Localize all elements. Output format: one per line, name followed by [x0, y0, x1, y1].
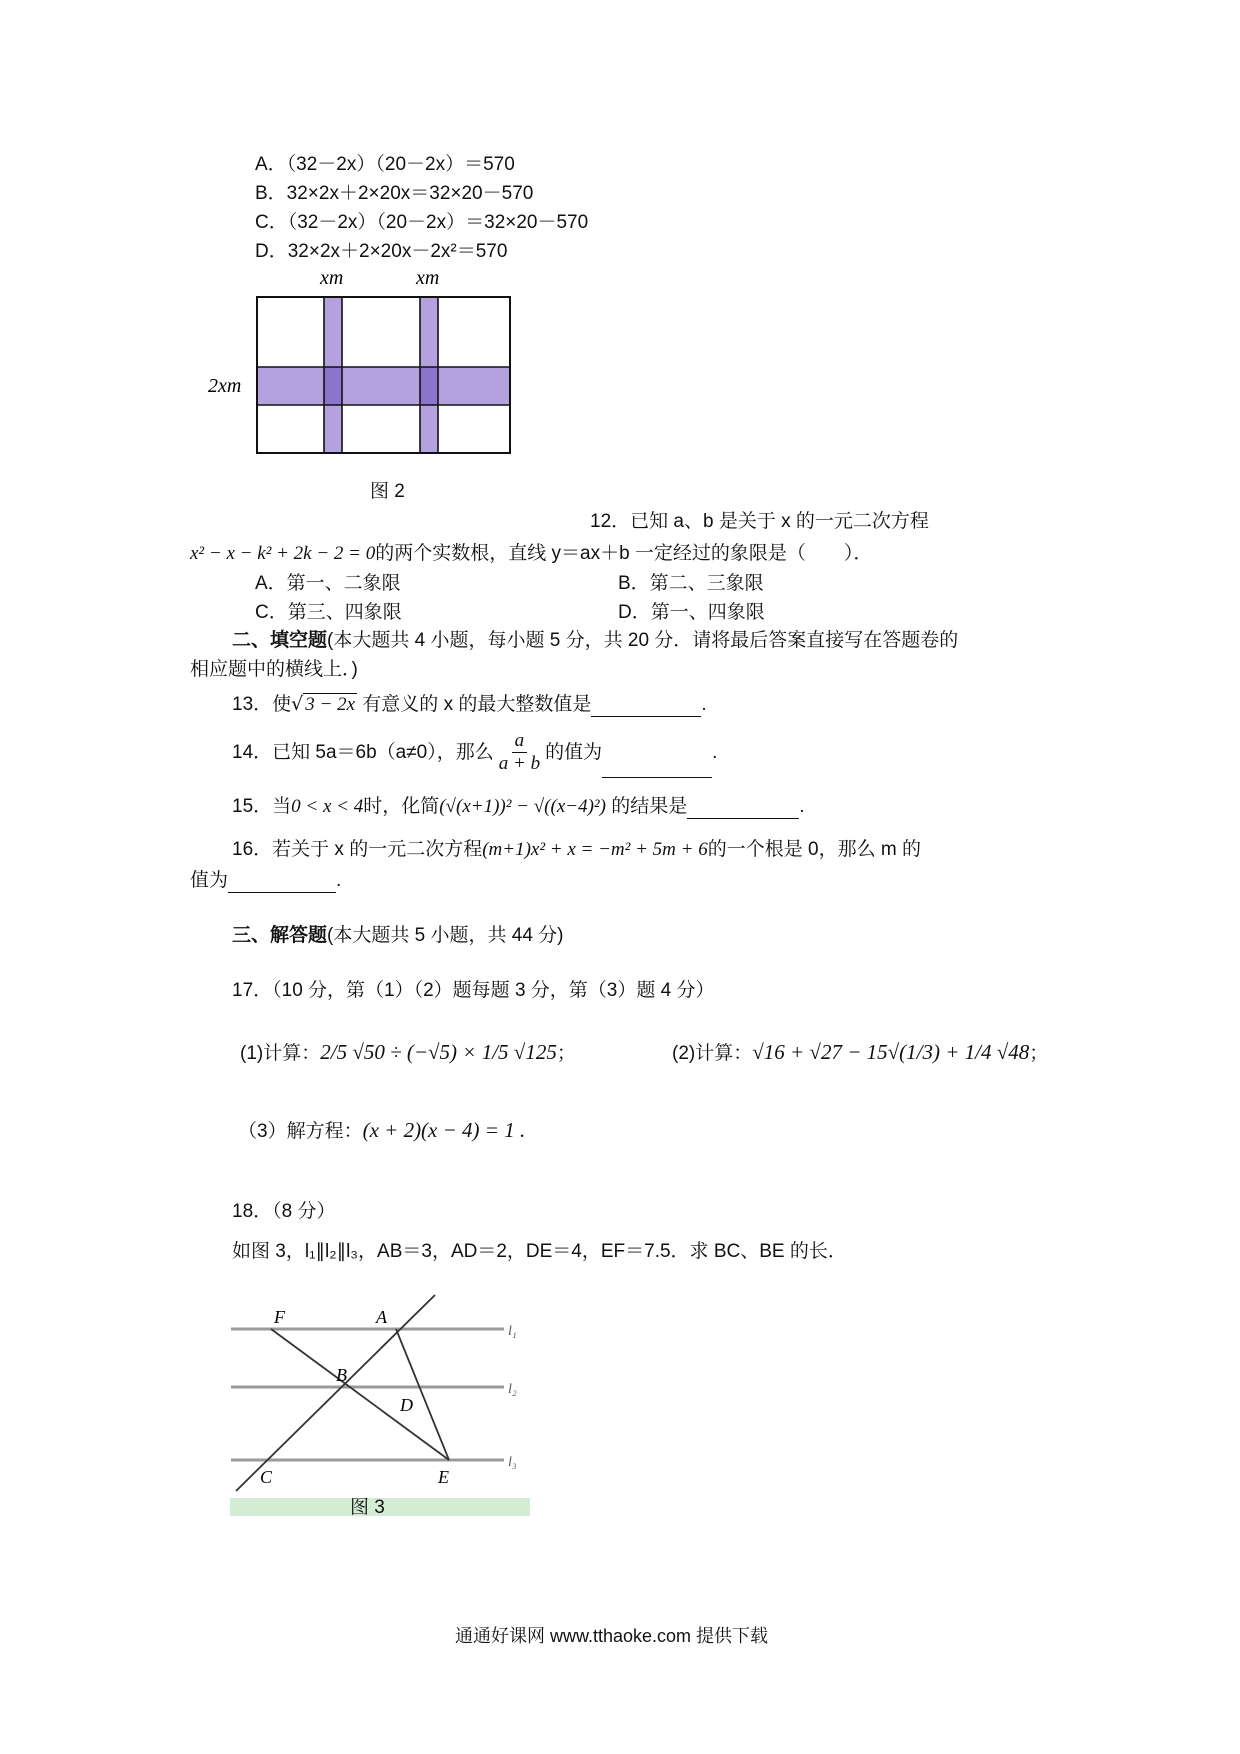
q14-end: . [712, 742, 718, 763]
q11-option-d: D．32×2x＋2×20x－2x²＝570 [255, 241, 508, 262]
q12-line1: 12．已知 a、b 是关于 x 的一元二次方程 [590, 511, 929, 532]
section2-heading-line [232, 629, 958, 653]
fig3-label-d: D [400, 1395, 413, 1415]
fig2-stripes [257, 297, 510, 453]
fig3-label-f: F [274, 1307, 285, 1327]
q17-p2-expr: √16 + √27 − 15√(1/3) + 1/4 √48 [752, 1040, 1030, 1064]
q15-post: 的结果是 [611, 796, 688, 817]
section2-heading: 二、填空题 [232, 630, 328, 651]
q17-part1: (1)计算：2/5 √50 ÷ (−√5) × 1/5 √125； [240, 1040, 576, 1064]
section3-heading: 三、解答题 [232, 925, 328, 946]
q13-answer-blank[interactable] [591, 696, 701, 717]
q17-p1-expr: 2/5 √50 ÷ (−√5) × 1/5 √125 [320, 1040, 557, 1064]
fig3-label-c: C [260, 1467, 273, 1487]
q16-pre: 16．若关于 x 的一元二次方程 [232, 839, 483, 860]
q12-option-b: B．第二、三象限 [618, 573, 764, 594]
q17-part3 [238, 1118, 525, 1144]
q16-line2-text: 值为 [190, 870, 229, 891]
fig3-segment-ac [236, 1295, 435, 1491]
q16-end: . [336, 870, 342, 891]
fig3-label-l1: l₁ [508, 1324, 517, 1339]
fig3-label-l2: l₂ [508, 1382, 517, 1397]
q17-p3-expr: (x + 2)(x − 4) = 1 . [362, 1118, 526, 1142]
q16-equation: (m+1)x² + x = −m² + 5m + 6 [482, 839, 708, 860]
q16-line1 [232, 838, 921, 862]
fig2-horizontal-stripe [257, 367, 510, 405]
fig3-label-b: B [336, 1365, 347, 1385]
q14-post: 的值为 [545, 742, 603, 763]
q14-numerator: a [512, 730, 528, 753]
fig2-top-label-1: xm [320, 267, 344, 289]
q13-radicand: 3 − 2x [305, 694, 356, 715]
q17-part2: (2)计算：√16 + √27 − 15√(1/3) + 1/4 √48； [672, 1040, 1049, 1064]
q14-answer-blank[interactable] [602, 757, 712, 778]
q14 [232, 728, 717, 778]
q18-text: 如图 3，l₁∥l₂∥l₃，AB＝3，AD＝2，DE＝4，EF＝7.5．求 BC、BE 的长． [232, 1241, 847, 1262]
q18-title: 18．（8 分） [232, 1201, 336, 1222]
q15-mid: 时，化简 [363, 796, 440, 817]
q12-option-a: A．第一、二象限 [255, 573, 401, 594]
q12-option-c: C．第三、四象限 [255, 602, 402, 623]
q15-expression: (√(x+1))² − √((x−4)²) [439, 796, 606, 817]
q17-p1-label: (1)计算： [240, 1043, 321, 1064]
footer-text: 通通好课网 www.tthaoke.com 提供下载 [455, 1626, 769, 1646]
section3-heading-line [232, 924, 564, 948]
q13-post: 有意义的 x 的最大整数值是 [362, 694, 592, 715]
fig2-overlap-2 [420, 367, 438, 405]
fig3-label-l3: l₃ [508, 1455, 517, 1470]
q11-option-c: C．（32－2x）（20－2x）＝32×20－570 [255, 212, 589, 233]
q14-pre: 14．已知 5a＝6b（a≠0），那么 [232, 742, 494, 763]
q12-equation: x² − x − k² + 2k − 2 = 0 [190, 543, 376, 564]
q14-denominator: a + b [498, 753, 541, 775]
section3-desc: (本大题共 5 小题，共 44 分) [327, 925, 564, 946]
q15-condition: 0 < x < 4 [291, 796, 364, 817]
q17-p2-label: (2)计算： [672, 1043, 753, 1064]
q12-option-d: D．第一、四象限 [618, 602, 765, 623]
fig2-left-label: 2xm [208, 375, 242, 397]
q15 [232, 795, 805, 819]
q13-end: . [701, 694, 707, 715]
q13: 13．使√ 3 − 2x 有意义的 x 的最大整数值是 . [232, 693, 707, 715]
q12-line2-rest: 的两个实数根，直线 y＝ax＋b 一定经过的象限是（ ）． [375, 543, 873, 564]
q11-option-a: A．（32－2x）（20－2x）＝570 [255, 154, 515, 175]
q16-answer-blank[interactable] [228, 872, 336, 893]
fig2-caption: 图 2 [370, 481, 405, 502]
q15-answer-blank[interactable] [687, 798, 799, 819]
q13-pre: 13．使 [232, 694, 292, 715]
q16-post: 的一个根是 0，那么 m 的 [707, 839, 921, 860]
fig2-overlap-1 [324, 367, 342, 405]
fig3-label-a: A [376, 1307, 387, 1327]
q17-p3-label: （3）解方程： [238, 1121, 363, 1142]
q17-title: 17．（10 分，第（1）（2）题每题 3 分，第（3）题 4 分） [232, 980, 715, 1001]
fig2-top-label-2: xm [416, 267, 440, 289]
q15-end: . [799, 796, 805, 817]
fig3-caption: 图 3 [350, 1497, 385, 1518]
figure-2 [200, 262, 530, 462]
fig3-label-e: E [438, 1467, 449, 1487]
q11-option-b: B．32×2x＋2×20x＝32×20－570 [255, 183, 534, 204]
q16-line2 [190, 869, 341, 893]
q12-line2 [190, 542, 872, 566]
section2-desc2: 相应题中的横线上．) [190, 659, 358, 680]
section2-desc1: (本大题共 4 小题，每小题 5 分，共 20 分．请将最后答案直接写在答题卷的 [327, 630, 959, 651]
q15-pre: 15．当 [232, 796, 292, 817]
